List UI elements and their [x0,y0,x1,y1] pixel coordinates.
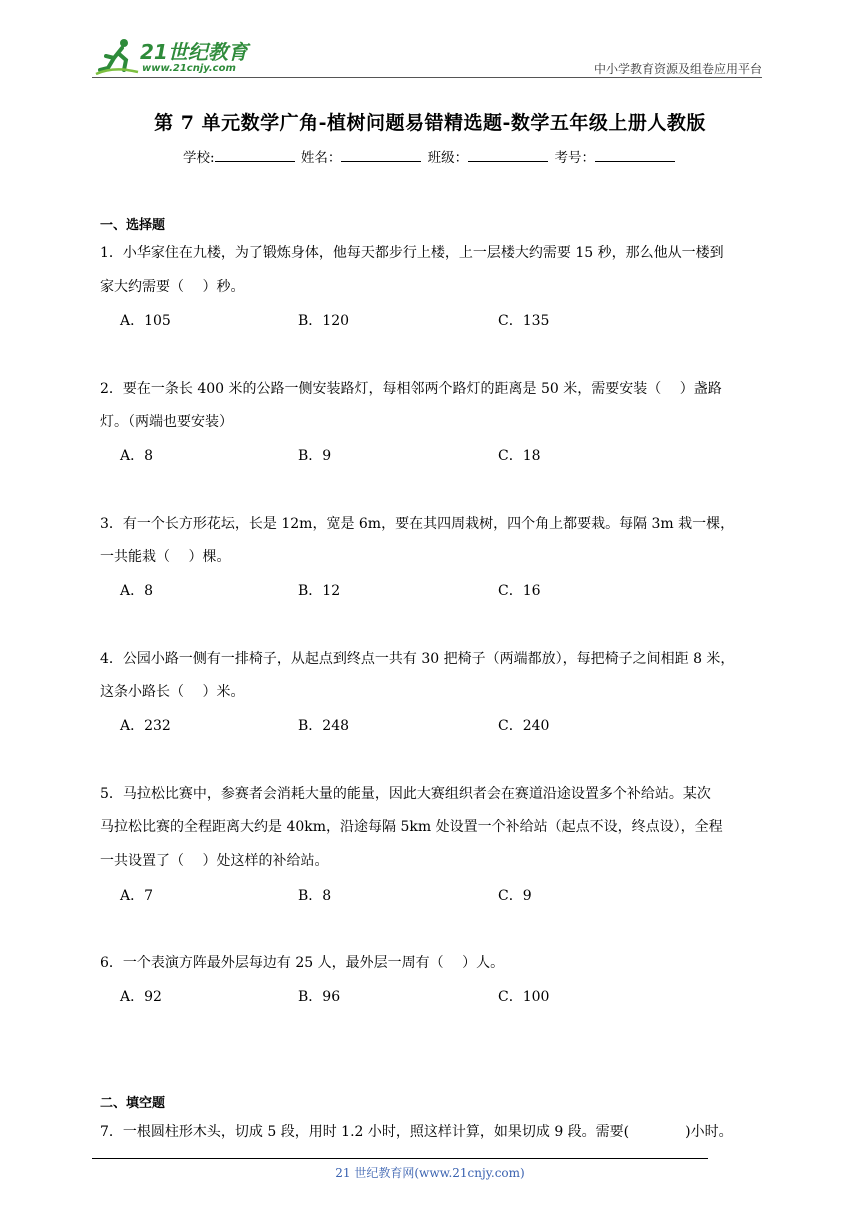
section-heading-fill: 二、填空题 [100,1096,166,1111]
section-heading-choice: 一、选择题 [100,218,166,233]
question-5-option-c[interactable]: C．9 [498,888,532,904]
logo [92,36,257,76]
question-6-option-a[interactable]: A．92 [120,989,162,1005]
question-2-option-a[interactable]: A．8 [120,448,154,464]
question-3-line-1: 3．有一个长方形花坛，长是 12m，宽是 6m，要在其四周栽树，四个角上都要栽。每隔 3m 栽一棵， [100,516,735,532]
page-header [92,30,762,80]
question-2-line-2: 灯。（两端也要安装） [100,414,233,430]
question-3-line-2: 一共能栽（ ）棵。 [100,549,231,565]
number-field[interactable] [595,147,675,162]
question-1-line-1: 1．小华家住在九楼，为了锻炼身体，他每天都步行上楼，上一层楼大约需要 15 秒，那么他从一楼到 [100,245,724,261]
question-4-option-a[interactable]: A．232 [120,718,171,734]
platform-tagline: 中小学教育资源及组卷应用平台 [593,62,762,76]
header-divider [92,77,762,78]
runner-logo-icon [94,36,140,76]
school-label: 学校: [183,150,215,166]
question-6-option-b[interactable]: B．96 [298,989,341,1005]
question-6-option-c[interactable]: C．100 [498,989,550,1005]
question-3-option-a[interactable]: A．8 [120,583,154,599]
question-4-option-b[interactable]: B．248 [298,718,350,734]
question-5-line-2: 马拉松比赛的全程距离大约是 40km，沿途每隔 5km 处设置一个补给站（起点不设，终点设），全程 [100,819,723,835]
logo-url: www.21cnjy.com [142,63,236,74]
question-1-option-b[interactable]: B．120 [298,313,350,329]
class-field[interactable] [468,147,548,162]
footer-divider [92,1158,708,1159]
question-1-line-2: 家大约需要（ ）秒。 [100,279,245,295]
question-6-line-1: 6．一个表演方阵最外层每边有 25 人，最外层一周有（ ）人。 [100,955,505,971]
question-5-option-b[interactable]: B．8 [298,888,332,904]
question-2-option-b[interactable]: B．9 [298,448,332,464]
question-7-line-1: 7．一根圆柱形木头，切成 5 段，用时 1.2 小时，照这样计算，如果切成 9 段。需要( )小时。 [100,1124,733,1140]
page-title: 第 7 单元数学广角-植树问题易错精选题-数学五年级上册人教版 [154,112,706,134]
question-5-line-1: 5．马拉松比赛中，参赛者会消耗大量的能量，因此大赛组织者会在赛道沿途设置多个补给站。某次 [100,786,711,802]
footer-text[interactable]: 21 世纪教育网(www.21cnjy.com) [335,1166,525,1180]
question-3-option-c[interactable]: C．16 [498,583,541,599]
question-5-line-3: 一共设置了（ ）处这样的补给站。 [100,853,329,869]
question-1-option-a[interactable]: A．105 [120,313,171,329]
number-label: 考号： [554,150,595,166]
question-5-option-a[interactable]: A．7 [120,888,154,904]
name-label: 姓名： [300,150,342,166]
question-3-option-b[interactable]: B．12 [298,583,341,599]
question-2-line-1: 2．要在一条长 400 米的公路一侧安装路灯，每相邻两个路灯的距离是 50 米，需要安装（ ）盏路 [100,381,722,397]
question-4-line-1: 4．公园小路一侧有一排椅子，从起点到终点一共有 30 把椅子（两端都放），每把椅子之间相距 8 米， [100,651,735,667]
question-4-line-2: 这条小路长（ ）米。 [100,684,245,700]
class-label: 班级： [427,150,469,166]
question-4-option-c[interactable]: C．240 [498,718,550,734]
school-field[interactable] [215,147,295,162]
student-info-line [0,146,860,166]
name-field[interactable] [341,147,421,162]
question-1-option-c[interactable]: C．135 [498,313,550,329]
question-2-option-c[interactable]: C．18 [498,448,541,464]
logo-text: 21世纪教育 [140,40,248,64]
